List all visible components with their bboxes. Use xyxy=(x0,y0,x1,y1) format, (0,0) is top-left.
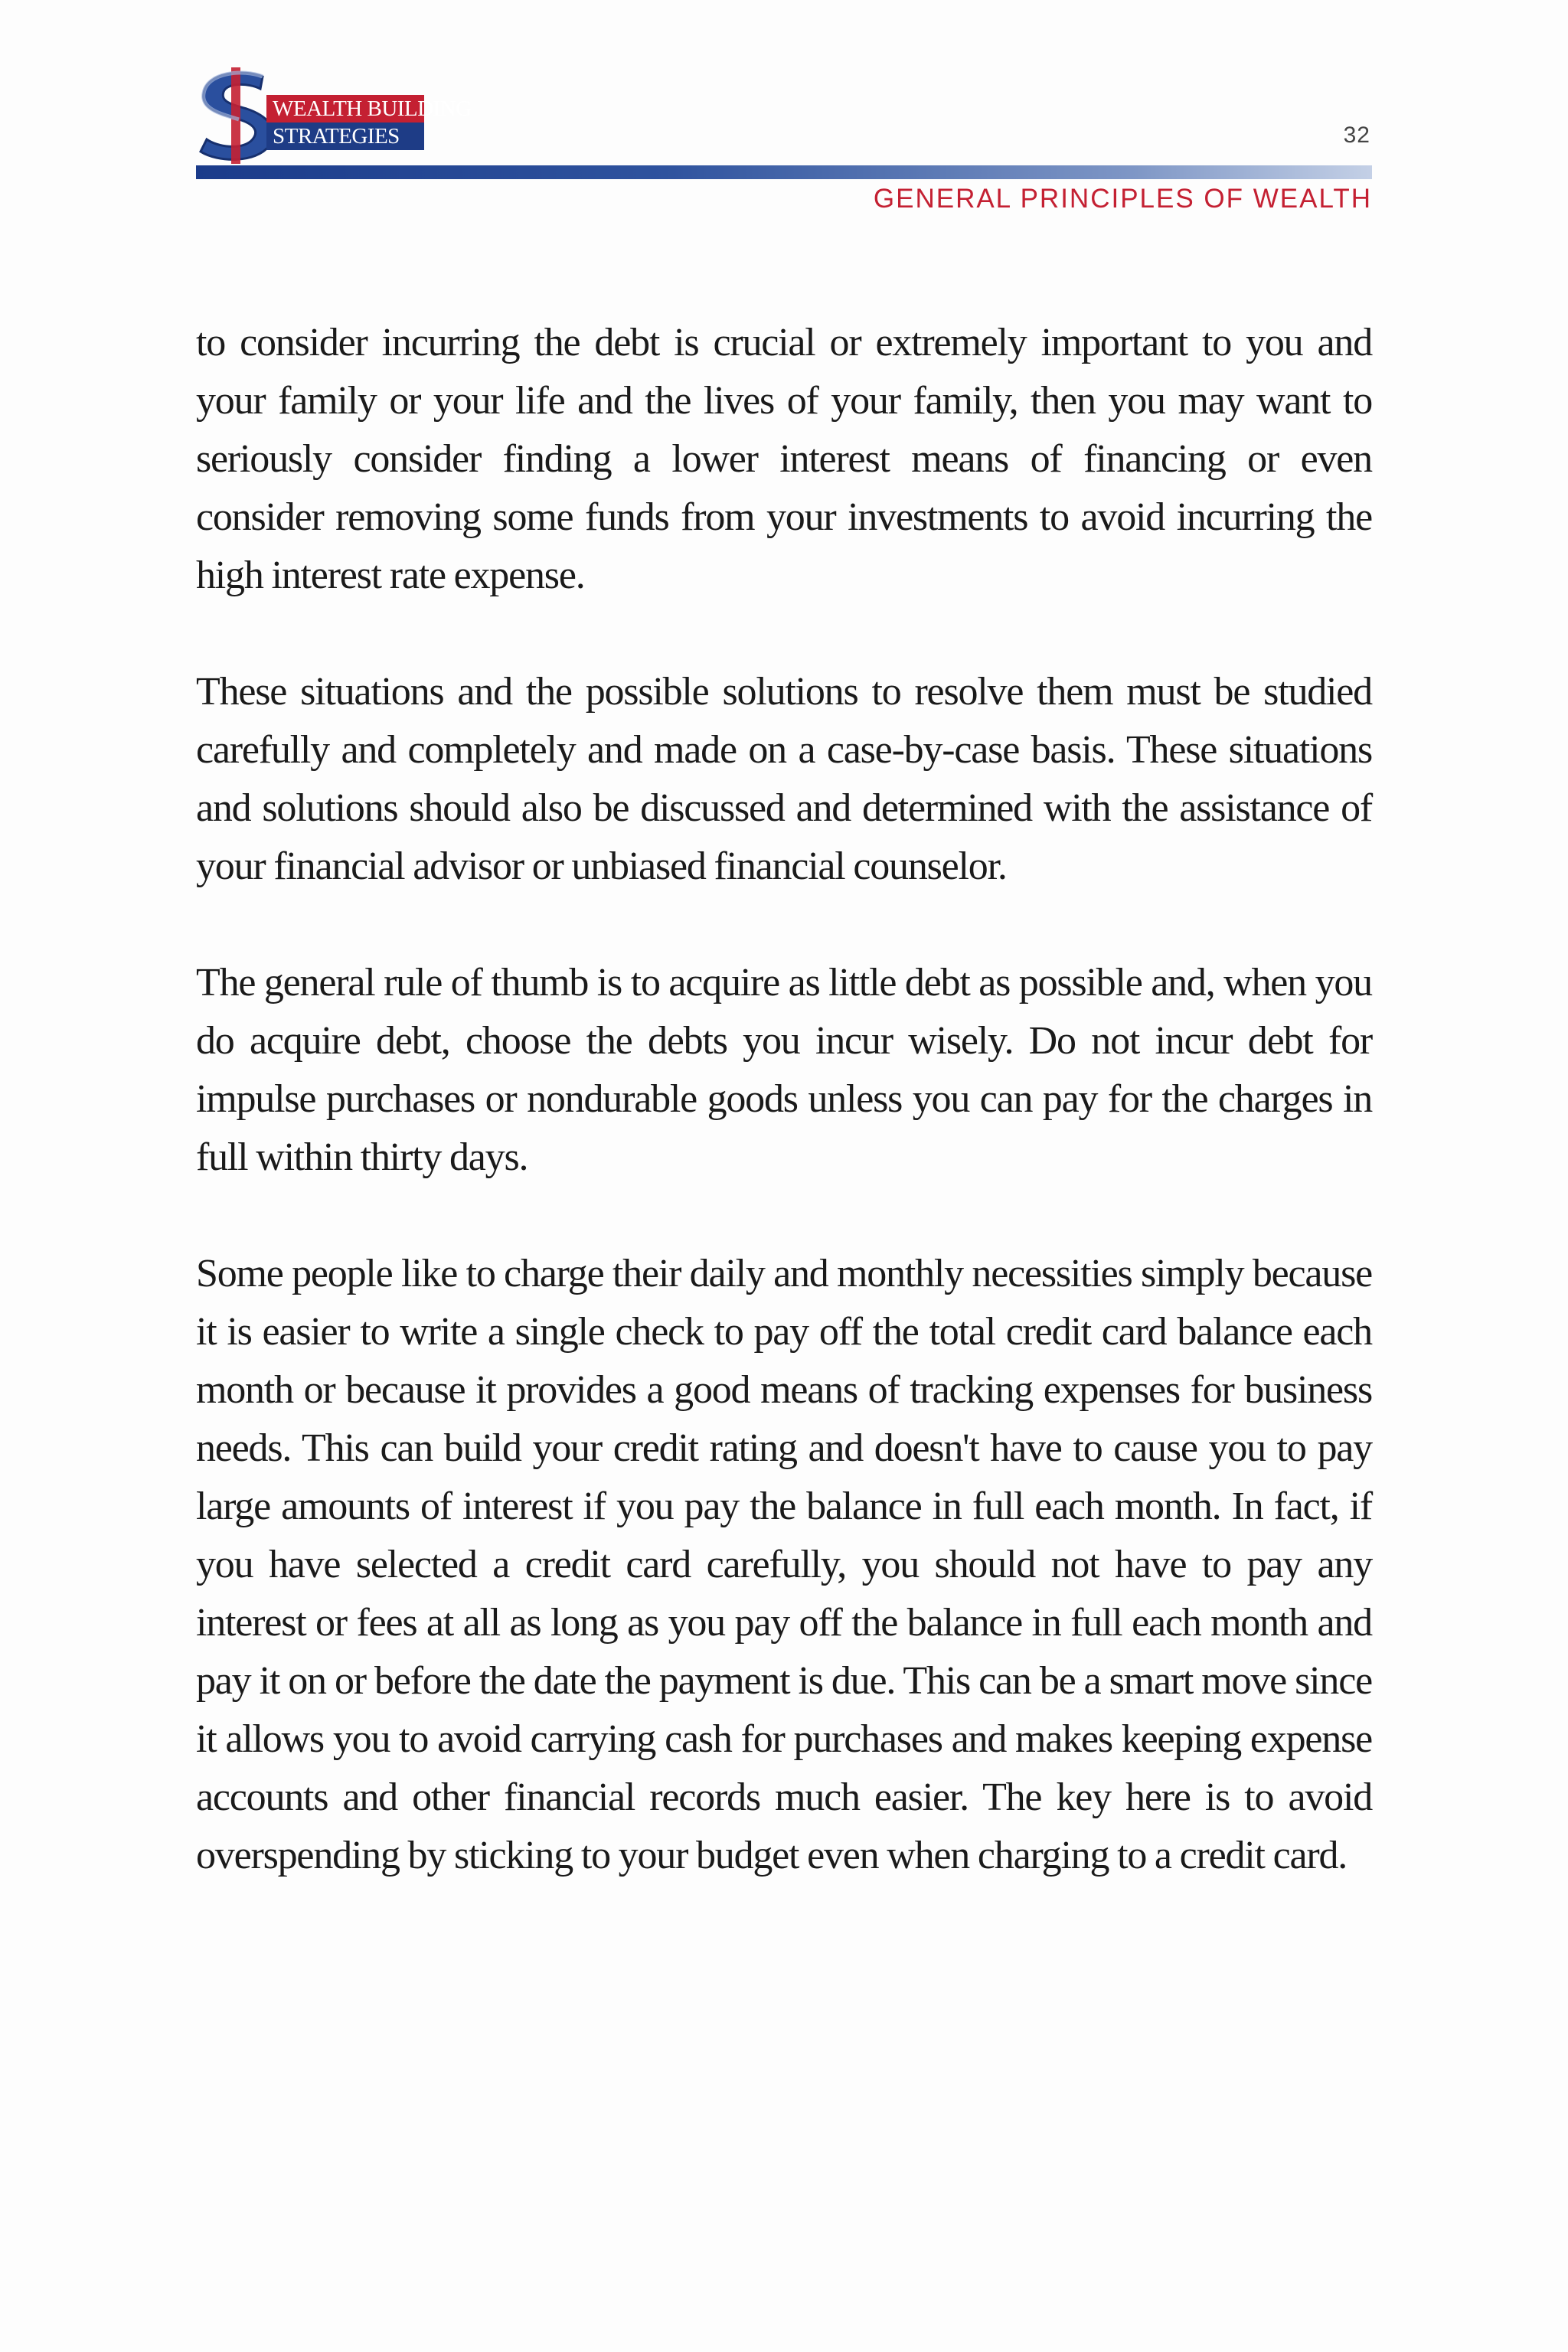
paragraph: These situations and the possible solutions to resolve them must be studied carefully and completely and made on a case-by-case basis. These situations and solutions should also be discussed and determined with the assistance of your financial advisor or unbiased financial counselor. xyxy=(196,670,1372,888)
paragraph: to consider incurring the debt is crucial or extremely important to you and your family or your life and the lives of your family, then you may want to seriously consider finding a lower interest means of financing or even consider removing some funds from your investments to avoid incurring the high interest rate expense. xyxy=(196,321,1372,597)
page-number: 32 xyxy=(1343,122,1370,148)
paragraph: Some people like to charge their daily and monthly necessities simply because it is easier to write a single check to pay off the total credit card balance each month or because it provides a good means of tracking expenses for business needs. This can build your credit rating and doesn't have to cause you to pay large amounts of interest if you pay the balance in full each month. In fact, if you have selected a credit card carefully, you should not have to pay any interest or fees at all as long as you pay off the balance in full each month and pay it on or before the date the payment is due. This can be a smart move since it allows you to avoid carrying cash for purchases and makes keeping expense accounts and other financial records much easier. The key here is to avoid overspending by sticking to your budget even when charging to a credit card. xyxy=(196,1252,1372,1877)
section-title: GENERAL PRINCIPLES OF WEALTH xyxy=(873,184,1372,214)
paragraph: The general rule of thumb is to acquire as little debt as possible and, when you do acquire debt, choose the debts you incur wisely. Do not incur debt for impulse purchases or nondurable goods unless you can pay for the charges in full within thirty days. xyxy=(196,961,1372,1179)
logo-text-strategies: STRATEGIES xyxy=(266,122,424,150)
logo-text-wealth-building: WEALTH BUILDING xyxy=(266,95,424,122)
wealth-building-strategies-logo xyxy=(190,66,472,165)
header-divider xyxy=(196,165,1372,179)
body-text xyxy=(196,314,1372,1943)
